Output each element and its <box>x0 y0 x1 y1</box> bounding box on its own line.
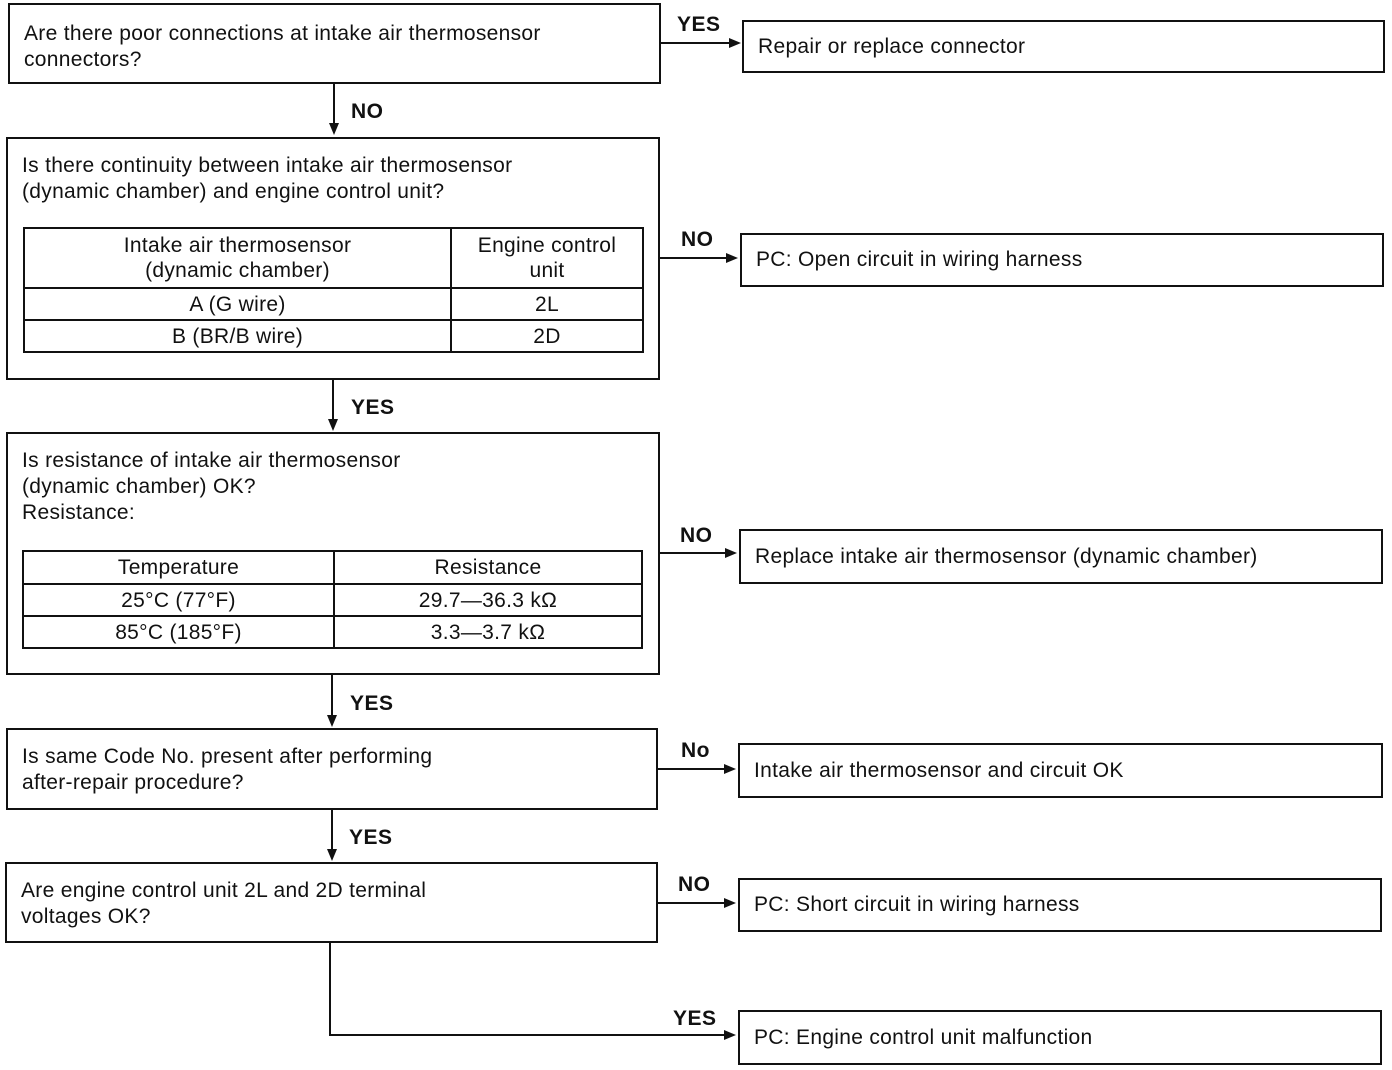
branch-label-no: NO <box>681 228 714 251</box>
branch-label-yes: YES <box>677 13 721 36</box>
result-box-replace-thermosensor <box>739 529 1383 584</box>
table-cell: 2D <box>451 320 643 352</box>
continuity-table <box>23 227 644 353</box>
question-box-same-code <box>6 728 658 810</box>
branch-label-yes: YES <box>350 692 394 715</box>
table-header <box>451 228 643 288</box>
question-text-line: Are there poor connections at intake air thermosensor <box>24 22 541 45</box>
branch-label-no: No <box>681 739 710 762</box>
result-box-open-circuit <box>740 233 1384 287</box>
table-cell: 3.3—3.7 kΩ <box>334 616 642 648</box>
result-text: Intake air thermosensor and circuit OK <box>754 758 1124 782</box>
table-cell: 85°C (185°F) <box>23 616 334 648</box>
table-row <box>23 616 642 648</box>
question-text-line: Is same Code No. present after performing <box>22 745 433 768</box>
result-text: Repair or replace connector <box>758 34 1026 58</box>
question-text-line: connectors? <box>24 48 142 71</box>
arrowhead-down <box>329 123 339 135</box>
arrowhead-right <box>724 898 736 908</box>
table-header: Temperature <box>23 551 334 584</box>
question-text-line: (dynamic chamber) OK? <box>22 475 256 498</box>
table-row <box>24 320 643 352</box>
connector-step5-final <box>330 943 727 1035</box>
arrowhead-right <box>725 548 737 558</box>
resistance-table <box>22 550 643 649</box>
arrowhead-down <box>328 419 338 431</box>
question-text-line: after-repair procedure? <box>22 771 244 794</box>
result-text: PC: Engine control unit malfunction <box>754 1025 1093 1049</box>
arrowhead-right <box>726 253 738 263</box>
arrowhead-right <box>724 1030 736 1040</box>
question-text-line: Is there continuity between intake air thermosensor <box>22 154 513 177</box>
branch-label-no: NO <box>678 873 711 896</box>
header-line: Engine control <box>477 234 617 257</box>
arrowhead-right <box>724 764 736 774</box>
branch-label-yes: YES <box>673 1007 717 1030</box>
table-header: Resistance <box>334 551 642 584</box>
branch-label-yes: YES <box>351 396 395 419</box>
question-text-line: (dynamic chamber) and engine control unit? <box>22 180 445 203</box>
header-line: (dynamic chamber) <box>145 259 330 282</box>
arrowhead-right <box>729 38 741 48</box>
question-text-line: Is resistance of intake air thermosensor <box>22 449 401 472</box>
table-cell: 2L <box>451 288 643 320</box>
header-line: Intake air thermosensor <box>123 234 352 257</box>
table-cell: B (BR/B wire) <box>24 320 451 352</box>
table-header <box>24 228 451 288</box>
result-box-circuit-ok <box>738 743 1383 798</box>
branch-label-no: NO <box>680 524 713 547</box>
arrowhead-down <box>327 849 337 861</box>
arrowhead-down <box>327 715 337 727</box>
table-cell: 29.7—36.3 kΩ <box>334 584 642 616</box>
result-text: PC: Short circuit in wiring harness <box>754 893 1080 916</box>
question-text-line: Resistance: <box>22 501 136 524</box>
table-row <box>23 584 642 616</box>
header-line: unit <box>529 259 565 282</box>
question-text-line: Are engine control unit 2L and 2D terminal <box>21 879 427 902</box>
result-text: Replace intake air thermosensor (dynamic chamber) <box>755 544 1258 568</box>
result-text: PC: Open circuit in wiring harness <box>756 248 1083 271</box>
result-box-ecu-malfunction <box>738 1010 1382 1065</box>
result-box-short-circuit <box>738 878 1382 932</box>
question-text-line: voltages OK? <box>21 905 151 928</box>
branch-label-no: NO <box>351 100 384 123</box>
table-cell: 25°C (77°F) <box>23 584 334 616</box>
question-box-poor-connections <box>8 3 661 84</box>
result-box-repair-connector <box>742 20 1385 73</box>
table-row <box>24 288 643 320</box>
table-cell: A (G wire) <box>24 288 451 320</box>
question-box-terminal-voltages <box>5 862 658 943</box>
branch-label-yes: YES <box>349 826 393 849</box>
